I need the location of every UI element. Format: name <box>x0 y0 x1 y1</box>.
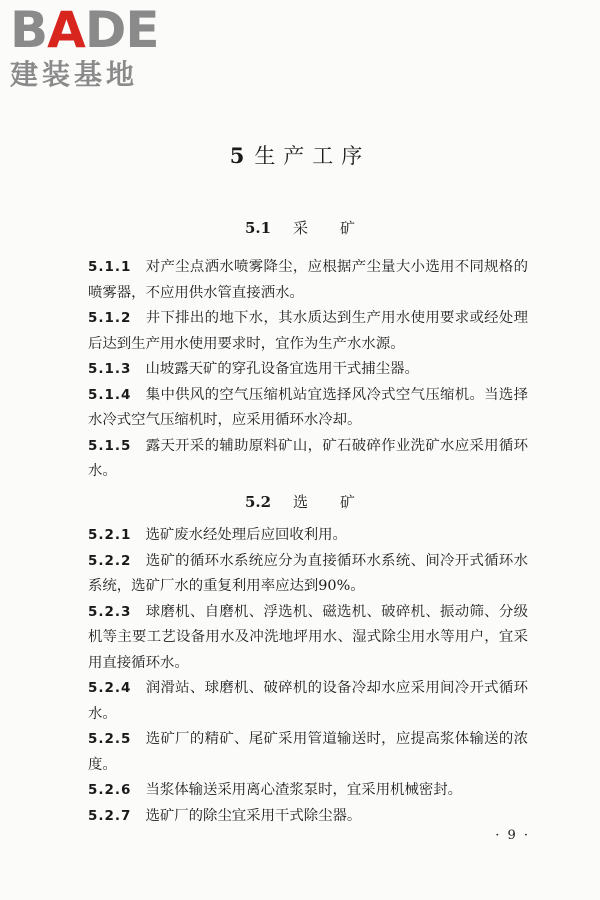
clause-text: 露天开采的辅助原料矿山，矿石破碎作业洗矿水应采用循环水。 <box>88 437 528 479</box>
section-heading <box>0 491 600 512</box>
clause <box>88 727 528 778</box>
clause <box>88 434 528 485</box>
clause <box>88 306 528 357</box>
clause-number: 5.1.4 <box>88 386 132 403</box>
clause-number: 5.2.2 <box>88 552 132 569</box>
clause-text: 球磨机、自磨机、浮选机、磁选机、破碎机、振动筛、分级机等主要工艺设备用水及冲洗地坪用水、湿式除尘用水等用户，宜采用直接循环水。 <box>88 603 528 671</box>
clause-number: 5.2.1 <box>88 527 132 543</box>
clause <box>88 778 528 804</box>
clause-text: 选矿厂的精矿、尾矿采用管道输送时，应提高浆体输送的浓度。 <box>88 731 528 773</box>
section-title: 采矿 <box>293 219 388 237</box>
section-heading <box>0 217 600 238</box>
section-number: 5.1 <box>244 219 272 237</box>
clause-text: 选矿废水经处理后应回收利用。 <box>145 527 347 543</box>
chapter-title <box>0 140 600 170</box>
section-number: 5.2 <box>244 493 272 511</box>
clause-list <box>88 255 528 485</box>
clause-text: 山坡露天矿的穿孔设备宜选用干式捕尘器。 <box>145 361 419 377</box>
clause-text: 对产尘点洒水喷雾降尘，应根据产尘量大小选用不同规格的喷雾器，不应用供水管直接洒水。 <box>88 259 528 301</box>
clause-text: 当浆体输送采用离心渣浆泵时，宜采用机械密封。 <box>145 782 463 798</box>
page-number: · 9 · <box>495 828 530 843</box>
clause <box>88 549 528 600</box>
clause-number: 5.2.7 <box>88 807 132 824</box>
clause <box>88 523 528 549</box>
chapter-title-text: 生产工序 <box>254 144 371 168</box>
clause-number: 5.2.3 <box>88 603 132 620</box>
clause <box>88 357 528 383</box>
clause-text: 集中供风的空气压缩机站宜选择风冷式空气压缩机。当选择水冷式空气压缩机时，应采用循环水冷却。 <box>88 386 528 428</box>
section-title: 选矿 <box>293 493 388 511</box>
clause <box>88 600 528 677</box>
clause-number: 5.1.3 <box>88 361 132 377</box>
clause <box>88 383 528 434</box>
clause <box>88 676 528 727</box>
clause-number: 5.1.1 <box>88 259 132 275</box>
clause-number: 5.2.4 <box>88 680 132 696</box>
clause-number: 5.2.5 <box>88 731 132 747</box>
clause-text: 选矿的循环水系统应分为直接循环水系统、间冷开式循环水系统，选矿厂水的重复利用率应达到90%。 <box>88 552 528 594</box>
clause-list <box>88 523 528 829</box>
brand-logo <box>10 1 180 91</box>
brand-mark: BADE <box>10 1 159 59</box>
chapter-number: 5 <box>229 143 245 168</box>
clause-number: 5.1.2 <box>88 310 132 326</box>
clause-text: 润滑站、球磨机、破碎机的设备冷却水应采用间冷开式循环水。 <box>88 680 528 722</box>
clause <box>88 255 528 306</box>
clause-text: 井下排出的地下水，其水质达到生产用水使用要求或经处理后达到生产用水使用要求时，宜作为生产水水源。 <box>88 310 528 352</box>
clause <box>88 804 528 830</box>
brand-subtitle: 建装基地 <box>10 58 139 91</box>
clause-text: 选矿厂的除尘宜采用干式除尘器。 <box>145 807 362 824</box>
clause-number: 5.2.6 <box>88 782 132 798</box>
clause-number: 5.1.5 <box>88 437 132 454</box>
